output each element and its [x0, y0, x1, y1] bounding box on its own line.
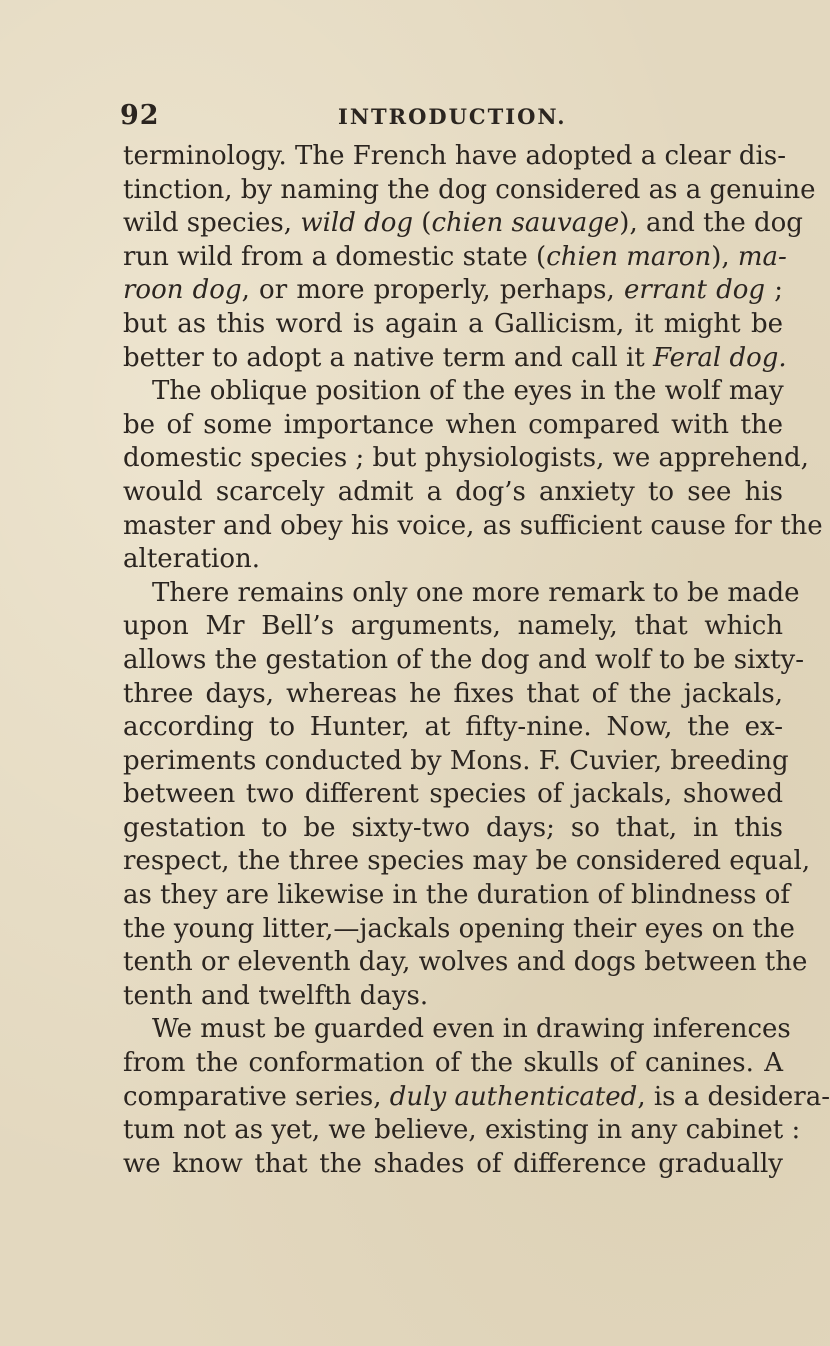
text-segment: domestic species ; but physiologists, we apprehend, — [123, 443, 809, 474]
text-line — [123, 207, 803, 241]
text-segment: wild species, — [123, 208, 301, 239]
text-segment: we know that the shades of difference gradually — [123, 1148, 783, 1179]
italic-text: chien maron — [546, 241, 712, 272]
text-segment: better to adopt a native term and call it — [123, 342, 653, 373]
text-line — [123, 241, 787, 275]
text-line — [123, 1013, 791, 1047]
page-number: 92 — [120, 100, 160, 131]
text-segment: upon Mr Bell’s arguments, namely, that which — [123, 611, 783, 642]
text-line — [123, 778, 783, 812]
text-line — [123, 913, 795, 947]
text-segment: ), — [711, 241, 738, 272]
text-segment: tenth and twelfth days. — [123, 980, 429, 1011]
text-line — [123, 409, 783, 443]
text-line — [123, 308, 783, 342]
text-line — [123, 845, 811, 879]
text-line — [123, 375, 783, 409]
running-head — [120, 100, 780, 140]
text-segment: , or more properly, perhaps, — [241, 275, 624, 306]
text-segment: respect, the three species may be considered equal, — [123, 846, 811, 877]
text-line — [123, 678, 783, 712]
italic-text: chien sauvage — [431, 208, 620, 239]
text-segment: run wild from a domestic state ( — [123, 241, 547, 272]
italic-text: wild dog — [300, 208, 414, 239]
italic-text: duly authenticated — [389, 1081, 638, 1112]
text-segment: ; — [765, 275, 783, 306]
text-segment: but as this word is again a Gallicism, it might be — [123, 308, 783, 339]
text-line — [123, 1148, 783, 1182]
text-line — [123, 644, 805, 678]
text-line — [123, 946, 808, 980]
text-segment: comparative series, — [123, 1081, 390, 1112]
text-line — [123, 1114, 801, 1148]
text-line — [123, 577, 800, 611]
text-line — [123, 140, 786, 174]
text-line — [123, 745, 789, 779]
text-line — [123, 711, 783, 745]
text-line — [123, 879, 791, 913]
running-title: INTRODUCTION. — [338, 104, 567, 129]
text-line — [123, 1047, 783, 1081]
text-segment: alteration. — [123, 544, 261, 575]
text-segment: the young litter,—jackals opening their eyes on the — [123, 913, 795, 944]
text-line — [123, 543, 783, 577]
text-line — [123, 274, 783, 308]
text-segment: allows the gestation of the dog and wolf to be sixty- — [123, 644, 805, 675]
text-segment: between two different species of jackals, showed — [123, 779, 783, 810]
text-segment: would scarcely admit a dog’s anxiety to see his — [123, 476, 783, 507]
text-line — [123, 442, 809, 476]
text-segment: as they are likewise in the duration of blindness of — [123, 880, 791, 911]
text-line — [123, 812, 783, 846]
text-segment: terminology. The French have adopted a clear dis- — [123, 141, 786, 171]
italic-text: errant dog — [623, 275, 766, 306]
text-segment: be of some importance when compared with the — [123, 409, 783, 440]
text-segment: There remains only one more remark to be made — [152, 577, 800, 608]
text-line — [123, 510, 823, 544]
text-segment: three days, whereas he fixes that of the jackals, — [123, 678, 783, 709]
text-segment: from the conformation of the skulls of canines. A — [123, 1048, 783, 1079]
body-text — [123, 140, 830, 1181]
text-segment: gestation to be sixty-two days; so that, in this — [123, 812, 783, 843]
text-line — [123, 476, 783, 510]
text-segment: periments conducted by Mons. F. Cuvier, breeding — [123, 745, 789, 776]
text-segment: We must be guarded even in drawing inferences — [152, 1014, 791, 1045]
text-line — [123, 980, 783, 1014]
text-line — [123, 342, 787, 376]
text-segment: tenth or eleventh day, wolves and dogs between the — [123, 947, 808, 978]
text-line — [123, 1081, 830, 1115]
italic-text: Feral dog. — [652, 342, 787, 373]
text-segment: master and obey his voice, as sufficient cause for the — [123, 510, 823, 541]
italic-text: ma- — [737, 241, 787, 272]
text-segment: tinction, by naming the dog considered as a genuine — [123, 174, 816, 205]
text-segment: according to Hunter, at fifty-nine. Now, the ex- — [123, 712, 783, 743]
text-segment: tum not as yet, we believe, existing in any cabinet : — [123, 1115, 801, 1146]
text-segment: ( — [413, 208, 432, 239]
italic-text: roon dog — [123, 275, 242, 306]
text-segment: The oblique position of the eyes in the wolf may — [152, 376, 784, 407]
text-segment: , is a desidera- — [637, 1081, 830, 1112]
text-line — [123, 174, 816, 208]
text-segment: ), and the dog — [619, 208, 803, 239]
text-line — [123, 610, 783, 644]
